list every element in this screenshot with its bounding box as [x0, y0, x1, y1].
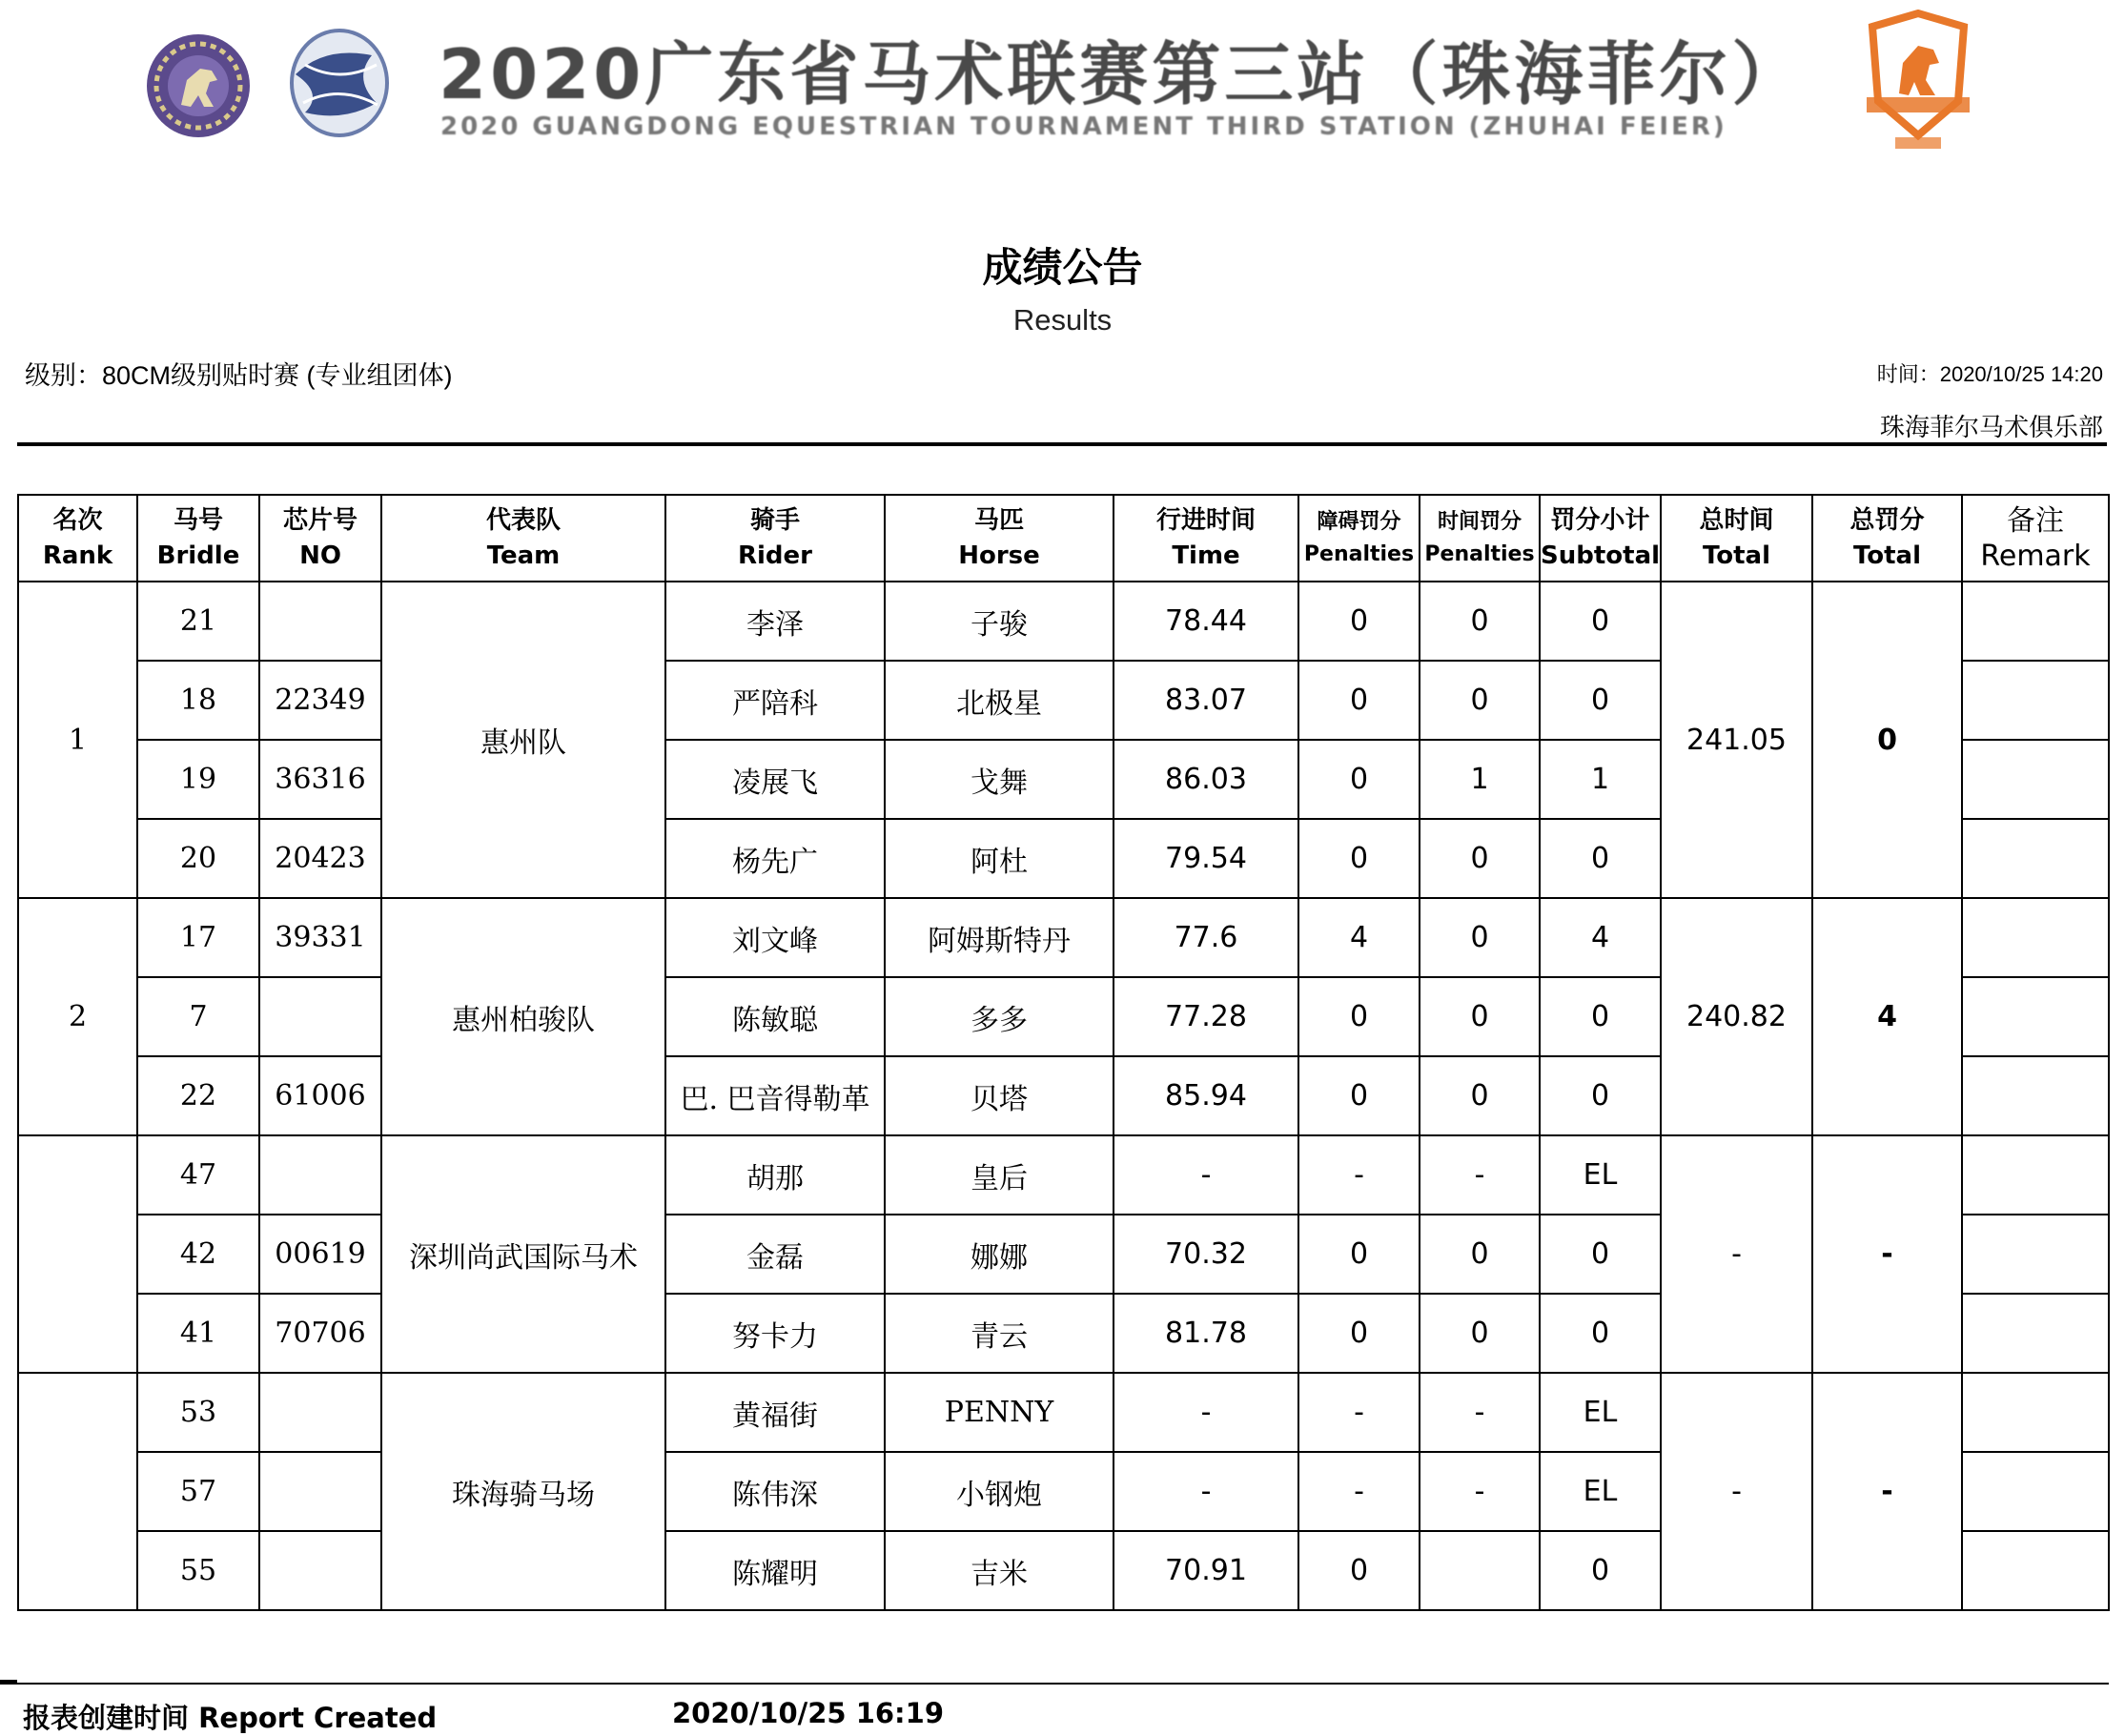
rank-cell: 1	[18, 582, 137, 898]
obstacle-penalty-cell: 0	[1298, 740, 1420, 819]
subtotal-cell: 0	[1540, 1531, 1661, 1610]
bridle-cell: 47	[137, 1135, 259, 1215]
chip-cell: 61006	[259, 1056, 381, 1135]
col-team: 代表队 Team	[381, 495, 665, 582]
time-penalty-cell: -	[1420, 1452, 1540, 1531]
table-row	[18, 898, 2109, 977]
globe-emblem-icon	[286, 27, 393, 139]
col-rank: 名次 Rank	[18, 495, 137, 582]
team-cell: 深圳尚武国际马术	[381, 1135, 665, 1373]
col-total-penalty: 总罚分 Total	[1812, 495, 1962, 582]
subtotal-cell: 1	[1540, 740, 1661, 819]
total-time-cell: -	[1661, 1135, 1812, 1373]
total-time-cell: 241.05	[1661, 582, 1812, 898]
remark-cell	[1962, 977, 2109, 1056]
subtotal-cell: 0	[1540, 582, 1661, 661]
report-created-date: 2020/10/25 16:19	[672, 1697, 945, 1729]
remark-cell	[1962, 1056, 2109, 1135]
rider-cell: 陈耀明	[665, 1531, 885, 1610]
club-shield-horse-icon	[1859, 10, 1977, 153]
class-label: 级别：80CM级别贴时赛 (专业组团体)	[25, 361, 453, 390]
subtotal-cell: EL	[1540, 1373, 1661, 1452]
rider-cell: 巴. 巴音得勒革	[665, 1056, 885, 1135]
remark-cell	[1962, 1294, 2109, 1373]
time-penalty-cell: 0	[1420, 1056, 1540, 1135]
time-penalty-cell: 0	[1420, 898, 1540, 977]
subtotal-cell: EL	[1540, 1452, 1661, 1531]
time-cell: 85.94	[1114, 1056, 1298, 1135]
horse-cell: 戈舞	[885, 740, 1114, 819]
total-penalty-cell: -	[1812, 1373, 1962, 1610]
chip-cell: 39331	[259, 898, 381, 977]
bridle-cell: 57	[137, 1452, 259, 1531]
obstacle-penalty-cell: -	[1298, 1373, 1420, 1452]
bridle-cell: 17	[137, 898, 259, 977]
time-penalty-cell: -	[1420, 1373, 1540, 1452]
col-bridle: 马号 Bridle	[137, 495, 259, 582]
chip-cell	[259, 582, 381, 661]
page-subtitle: Results	[1012, 303, 1113, 337]
results-table	[17, 494, 2110, 1611]
time-label: 时间：2020/10/25 14:20	[1876, 362, 2103, 386]
remark-cell	[1962, 582, 2109, 661]
obstacle-penalty-cell: 0	[1298, 1531, 1420, 1610]
bridle-cell: 41	[137, 1294, 259, 1373]
bridle-cell: 42	[137, 1215, 259, 1294]
table-row	[18, 582, 2109, 661]
horse-cell: PENNY	[885, 1373, 1114, 1452]
rider-cell: 黄福街	[665, 1373, 885, 1452]
chip-cell	[259, 1135, 381, 1215]
chip-cell: 36316	[259, 740, 381, 819]
col-remark: 备注 Remark	[1962, 495, 2109, 582]
time-cell: 77.6	[1114, 898, 1298, 977]
obstacle-penalty-cell: 0	[1298, 1056, 1420, 1135]
header-divider	[17, 442, 2107, 446]
remark-cell	[1962, 1452, 2109, 1531]
federation-horse-emblem-icon	[143, 31, 254, 141]
organizer-label: 珠海菲尔马术俱乐部	[1879, 413, 2103, 441]
horse-cell: 多多	[885, 977, 1114, 1056]
subtotal-cell: 0	[1540, 1215, 1661, 1294]
remark-cell	[1962, 661, 2109, 740]
subtotal-cell: 4	[1540, 898, 1661, 977]
subtotal-cell: 0	[1540, 1056, 1661, 1135]
obstacle-penalty-cell: -	[1298, 1452, 1420, 1531]
chip-cell: 22349	[259, 661, 381, 740]
total-time-cell: -	[1661, 1373, 1812, 1610]
rank-cell	[18, 1373, 137, 1610]
horse-cell: 子骏	[885, 582, 1114, 661]
horse-cell: 阿杜	[885, 819, 1114, 898]
rider-cell: 杨先广	[665, 819, 885, 898]
total-penalty-cell: -	[1812, 1135, 1962, 1373]
table-row	[18, 1135, 2109, 1215]
time-penalty-cell: 0	[1420, 819, 1540, 898]
chip-cell	[259, 1531, 381, 1610]
rank-cell: 2	[18, 898, 137, 1135]
time-cell: -	[1114, 1373, 1298, 1452]
chip-cell	[259, 977, 381, 1056]
rider-cell: 严陪科	[665, 661, 885, 740]
table-row	[18, 1373, 2109, 1452]
time-cell: 70.32	[1114, 1215, 1298, 1294]
bridle-cell: 21	[137, 582, 259, 661]
rider-cell: 凌展飞	[665, 740, 885, 819]
time-cell: 81.78	[1114, 1294, 1298, 1373]
chip-cell: 70706	[259, 1294, 381, 1373]
bridle-cell: 55	[137, 1531, 259, 1610]
remark-cell	[1962, 1215, 2109, 1294]
time-cell: -	[1114, 1452, 1298, 1531]
horse-cell: 皇后	[885, 1135, 1114, 1215]
horse-cell: 阿姆斯特丹	[885, 898, 1114, 977]
bridle-cell: 53	[137, 1373, 259, 1452]
obstacle-penalty-cell: 0	[1298, 977, 1420, 1056]
time-cell: 77.28	[1114, 977, 1298, 1056]
subtotal-cell: 0	[1540, 661, 1661, 740]
page-title: 成绩公告	[982, 244, 1143, 291]
remark-cell	[1962, 1373, 2109, 1452]
team-cell: 惠州柏骏队	[381, 898, 665, 1135]
time-cell: -	[1114, 1135, 1298, 1215]
col-subtotal: 罚分小计 Subtotal	[1540, 495, 1661, 582]
time-penalty-cell: 0	[1420, 661, 1540, 740]
col-total-time: 总时间 Total	[1661, 495, 1812, 582]
col-time: 行进时间 Time	[1114, 495, 1298, 582]
rank-cell	[18, 1135, 137, 1373]
horse-cell: 北极星	[885, 661, 1114, 740]
time-penalty-cell	[1420, 1531, 1540, 1610]
col-chip: 芯片号 NO	[259, 495, 381, 582]
obstacle-penalty-cell: 0	[1298, 1294, 1420, 1373]
rider-cell: 陈敏聪	[665, 977, 885, 1056]
subtotal-cell: 0	[1540, 819, 1661, 898]
bridle-cell: 20	[137, 819, 259, 898]
bridle-cell: 22	[137, 1056, 259, 1135]
obstacle-penalty-cell: 0	[1298, 661, 1420, 740]
subtotal-cell: 0	[1540, 977, 1661, 1056]
subtotal-cell: EL	[1540, 1135, 1661, 1215]
obstacle-penalty-cell: 0	[1298, 819, 1420, 898]
total-penalty-cell: 0	[1812, 582, 1962, 898]
horse-cell: 吉米	[885, 1531, 1114, 1610]
col-obstacle-penalties: 障碍罚分 Penalties	[1298, 495, 1420, 582]
col-time-penalties: 时间罚分 Penalties	[1420, 495, 1540, 582]
time-penalty-cell: 0	[1420, 1294, 1540, 1373]
obstacle-penalty-cell: 4	[1298, 898, 1420, 977]
time-penalty-cell: -	[1420, 1135, 1540, 1215]
rider-cell: 李泽	[665, 582, 885, 661]
footer-divider	[0, 1683, 2109, 1685]
rider-cell: 金磊	[665, 1215, 885, 1294]
team-cell: 惠州队	[381, 582, 665, 898]
remark-cell	[1962, 819, 2109, 898]
time-penalty-cell: 1	[1420, 740, 1540, 819]
chip-cell	[259, 1452, 381, 1531]
time-cell: 79.54	[1114, 819, 1298, 898]
time-cell: 86.03	[1114, 740, 1298, 819]
tournament-banner-subtitle: 2020 GUANGDONG EQUESTRIAN TOURNAMENT THIRD STATION (ZHUHAI FEIER)	[440, 112, 1727, 141]
remark-cell	[1962, 1135, 2109, 1215]
remark-cell	[1962, 740, 2109, 819]
rider-cell: 胡那	[665, 1135, 885, 1215]
obstacle-penalty-cell: 0	[1298, 1215, 1420, 1294]
time-cell: 78.44	[1114, 582, 1298, 661]
remark-cell	[1962, 898, 2109, 977]
obstacle-penalty-cell: 0	[1298, 582, 1420, 661]
team-cell: 珠海骑马场	[381, 1373, 665, 1610]
chip-cell	[259, 1373, 381, 1452]
tournament-banner-title: 2020广东省马术联赛第三站（珠海菲尔）	[439, 34, 1805, 114]
time-cell: 83.07	[1114, 661, 1298, 740]
table-header-row	[18, 495, 2109, 582]
horse-cell: 小钢炮	[885, 1452, 1114, 1531]
chip-cell: 00619	[259, 1215, 381, 1294]
rider-cell: 陈伟深	[665, 1452, 885, 1531]
col-rider: 骑手 Rider	[665, 495, 885, 582]
rider-cell: 刘文峰	[665, 898, 885, 977]
bridle-cell: 19	[137, 740, 259, 819]
obstacle-penalty-cell: -	[1298, 1135, 1420, 1215]
bridle-cell: 18	[137, 661, 259, 740]
time-penalty-cell: 0	[1420, 582, 1540, 661]
remark-cell	[1962, 1531, 2109, 1610]
bridle-cell: 7	[137, 977, 259, 1056]
time-penalty-cell: 0	[1420, 1215, 1540, 1294]
time-cell: 70.91	[1114, 1531, 1298, 1610]
horse-cell: 青云	[885, 1294, 1114, 1373]
time-penalty-cell: 0	[1420, 977, 1540, 1056]
report-created-label: 报表创建时间 Report Created	[23, 1702, 438, 1734]
col-horse: 马匹 Horse	[885, 495, 1114, 582]
subtotal-cell: 0	[1540, 1294, 1661, 1373]
chip-cell: 20423	[259, 819, 381, 898]
total-penalty-cell: 4	[1812, 898, 1962, 1135]
rider-cell: 努卡力	[665, 1294, 885, 1373]
horse-cell: 贝塔	[885, 1056, 1114, 1135]
horse-cell: 娜娜	[885, 1215, 1114, 1294]
total-time-cell: 240.82	[1661, 898, 1812, 1135]
